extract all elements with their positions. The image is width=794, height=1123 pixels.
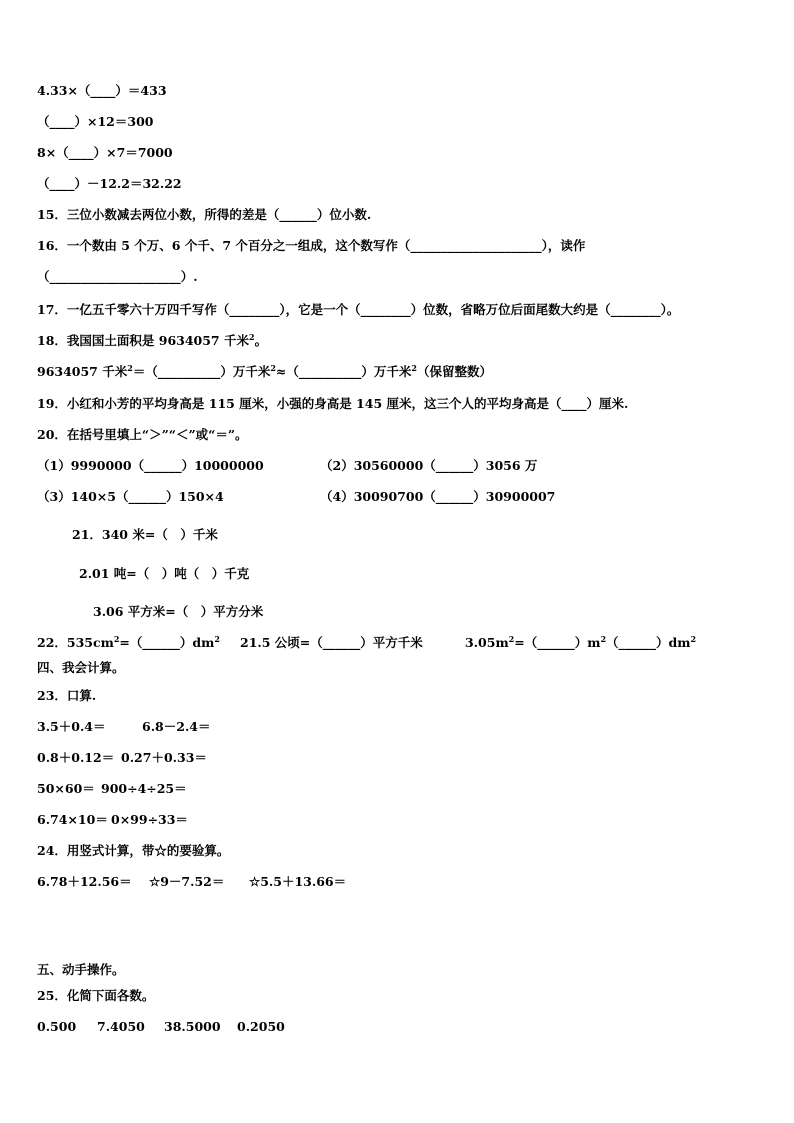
question-17: 17．一亿五千零六十万四千写作（________），它是一个（________）位数，省略万位后面尾数大约是（________）。 bbox=[37, 302, 680, 317]
question-21-item: 3.06 平方米=（ ）平方分米 bbox=[93, 604, 264, 619]
question-18 bbox=[37, 333, 267, 349]
text: =（______）dm bbox=[119, 635, 215, 650]
number-item: 0.2050 bbox=[237, 1019, 285, 1034]
question-22-item: 21.5 公顷=（______）平方千米 bbox=[240, 635, 423, 650]
question-16-cont: （_____________________）. bbox=[37, 269, 198, 284]
problem-line: 8×（____）×7＝7000 bbox=[37, 145, 173, 160]
superscript: 2 bbox=[248, 331, 255, 342]
compare-item-2: （2）30560000（______）3056 万 bbox=[320, 458, 538, 473]
calc-item: 6.78＋12.56＝ bbox=[37, 874, 132, 889]
calc-item: 0.8＋0.12＝ bbox=[37, 750, 115, 765]
question-21: 21．340 米=（ ）千米 bbox=[72, 527, 218, 542]
text: =（______）m bbox=[514, 635, 601, 650]
compare-item-1: （1）9990000（______）10000000 bbox=[37, 458, 264, 473]
compare-item-4: （4）30090700（______）30900007 bbox=[320, 489, 556, 504]
superscript: 2 bbox=[113, 633, 120, 644]
text: 22．535cm bbox=[37, 635, 114, 650]
text: （保留整数） bbox=[416, 364, 492, 379]
question-19: 19．小红和小芳的平均身高是 115 厘米，小强的身高是 145 厘米，这三个人的平均身高是（____）厘米. bbox=[37, 396, 629, 411]
question-15: 15．三位小数减去两位小数，所得的差是（______）位小数. bbox=[37, 207, 372, 222]
text: 9634057 千米 bbox=[37, 364, 128, 379]
superscript: 2 bbox=[127, 362, 133, 373]
problem-line: 4.33×（____）＝433 bbox=[37, 83, 167, 98]
number-item: 7.4050 bbox=[97, 1019, 145, 1034]
superscript: 2 bbox=[214, 633, 220, 644]
calc-item: 0.27＋0.33＝ bbox=[121, 750, 207, 765]
superscript: 2 bbox=[508, 633, 515, 644]
calc-item: 900÷4÷25＝ bbox=[101, 781, 187, 796]
superscript: 2 bbox=[270, 362, 276, 373]
text: 3.05m bbox=[465, 635, 509, 650]
question-18-line bbox=[37, 364, 492, 380]
superscript: 2 bbox=[411, 362, 417, 373]
superscript: 2 bbox=[690, 633, 697, 644]
question-22 bbox=[37, 635, 220, 651]
text: 。 bbox=[254, 333, 268, 348]
section-heading: 四、我会计算。 bbox=[37, 660, 125, 675]
question-20: 20．在括号里填上“＞”“＜”或“＝”。 bbox=[37, 427, 248, 442]
calc-item: 6.74×10＝ bbox=[37, 812, 108, 827]
number-item: 38.5000 bbox=[164, 1019, 221, 1034]
problem-line: （____）×12＝300 bbox=[37, 114, 154, 129]
superscript: 2 bbox=[600, 633, 607, 644]
calc-item: ☆9－7.52＝ bbox=[149, 874, 225, 889]
question-25: 25．化简下面各数。 bbox=[37, 988, 155, 1003]
calc-item: 3.5＋0.4＝ bbox=[37, 719, 106, 734]
calc-item: 0×99÷33＝ bbox=[111, 812, 188, 827]
text: （______）dm bbox=[606, 635, 691, 650]
text: ＝（__________）万千米 bbox=[132, 364, 271, 379]
text: 18．我国国土面积是 9634057 千米 bbox=[37, 333, 249, 348]
question-22-item bbox=[465, 635, 696, 651]
compare-item-3: （3）140×5（______）150×4 bbox=[37, 489, 224, 504]
calc-item: 6.8－2.4＝ bbox=[142, 719, 211, 734]
section-heading: 五、动手操作。 bbox=[37, 962, 125, 977]
question-21-item: 2.01 吨=（ ）吨（ ）千克 bbox=[79, 566, 250, 581]
number-item: 0.500 bbox=[37, 1019, 77, 1034]
text: ≈（__________）万千米 bbox=[275, 364, 412, 379]
question-23: 23．口算. bbox=[37, 688, 97, 703]
problem-line: （____）－12.2＝32.22 bbox=[37, 176, 182, 191]
question-24: 24．用竖式计算，带☆的要验算。 bbox=[37, 843, 230, 858]
question-16: 16．一个数由 5 个万、6 个千、7 个百分之一组成，这个数写作（_____________________），读作 bbox=[37, 238, 586, 253]
calc-item: ☆5.5＋13.66＝ bbox=[249, 874, 347, 889]
calc-item: 50×60＝ bbox=[37, 781, 95, 796]
